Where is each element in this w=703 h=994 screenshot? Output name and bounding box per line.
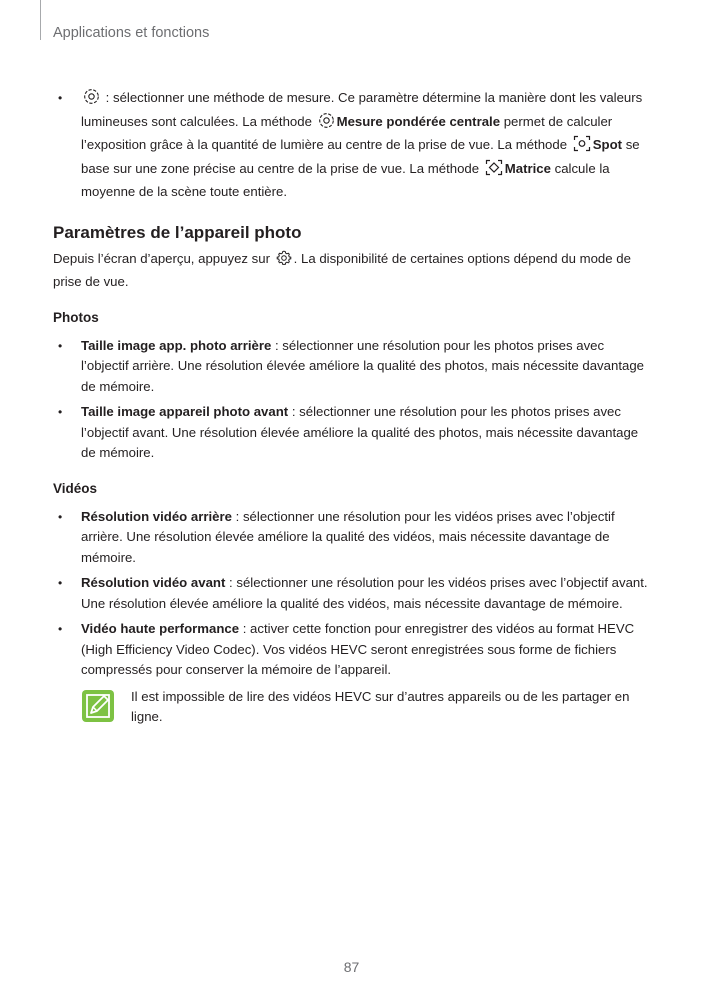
list-item-label: Taille image appareil photo avant — [81, 404, 289, 419]
metering-text-4: calcule la moyenne de la scène toute entière. — [81, 160, 610, 199]
note-box — [53, 687, 649, 728]
list-item-label: Vidéo haute performance — [81, 621, 240, 636]
list-item-text: : sélectionner une résolution pour les vidéos prises avec l’objectif arrière. Une résolution élevée améliore la qualité des vidéos, mais nécessite davantage de mémoire. — [81, 508, 615, 565]
metering-center-weighted-icon — [318, 112, 335, 136]
note-text: Il est impossible de lire des vidéos HEVC sur d’autres appareils ou de les partager en ligne. — [131, 688, 630, 724]
metering-text-2: permet de calculer l’exposition grâce à la quantité de lumière au centre de la prise de vue. La méthode — [81, 113, 613, 152]
bullet-dot: • — [58, 91, 63, 105]
spot-label: Spot — [592, 137, 623, 152]
settings-gear-icon — [276, 250, 292, 273]
photos-heading: Photos — [53, 309, 99, 325]
matrix-label: Matrice — [504, 160, 551, 176]
bullet-dot: • — [58, 576, 63, 590]
page-number: 87 — [343, 959, 360, 975]
videos-heading: Vidéos — [53, 480, 98, 496]
list-item — [53, 619, 649, 681]
metering-bullet — [53, 88, 649, 203]
bullet-dot: • — [58, 405, 63, 419]
intro-text-after: . La disponibilité de certaines options dépend du mode de prise de vue. — [53, 250, 631, 289]
metering-spot-icon — [573, 135, 591, 159]
bullet-dot: • — [58, 509, 63, 524]
metering-center-weighted-icon — [83, 88, 100, 112]
list-item-text: : activer cette fonction pour enregistrer des vidéos au format HEVC (High Efficiency Video Codec). Vos vidéos HEVC seront enregistrées sous forme de fichiers compressés pour conserver la mémoire de l’appareil. — [81, 621, 635, 677]
list-item — [53, 336, 649, 398]
list-item — [53, 402, 649, 464]
list-item — [53, 507, 649, 569]
list-item-text: : sélectionner une résolution pour les photos prises avec l’objectif avant. Une résolution élevée améliore la qualité des photos, mais nécessite davantage de mémoire. — [81, 404, 639, 460]
list-item-label: Résolution vidéo avant — [81, 575, 226, 590]
running-header: Applications et fonctions — [53, 25, 210, 41]
center-weighted-label: Mesure pondérée centrale — [336, 113, 501, 129]
section-intro — [53, 249, 649, 293]
list-item — [53, 573, 649, 614]
bullet-dot: • — [58, 338, 63, 353]
note-pencil-icon — [81, 689, 115, 730]
intro-text-before: Depuis l’écran d’aperçu, appuyez sur — [53, 250, 274, 266]
section-title: Paramètres de l’appareil photo — [53, 222, 302, 242]
page-content — [53, 88, 649, 728]
list-item-text: : sélectionner une résolution pour les vidéos prises avec l’objectif avant. Une résolution élevée améliore la qualité des vidéos, mais nécessite davantage de mémoire. — [81, 575, 648, 611]
header-rule — [40, 0, 41, 40]
bullet-dot: • — [58, 622, 63, 636]
metering-text-1: : sélectionner une méthode de mesure. Ce paramètre détermine la manière dont les valeurs lumineuses sont calculées. La méthode — [81, 90, 643, 129]
list-item-label: Taille image app. photo arrière — [81, 337, 272, 353]
list-item-text: : sélectionner une résolution pour les photos prises avec l’objectif arrière. Une résolution élevée améliore la qualité des photos, mais nécessite davantage de mémoire. — [81, 337, 644, 394]
list-item-label: Résolution vidéo arrière — [81, 508, 232, 524]
metering-matrix-icon — [485, 159, 503, 183]
metering-text-3: se base sur une zone précise au centre de la prise de vue. La méthode — [81, 137, 640, 176]
